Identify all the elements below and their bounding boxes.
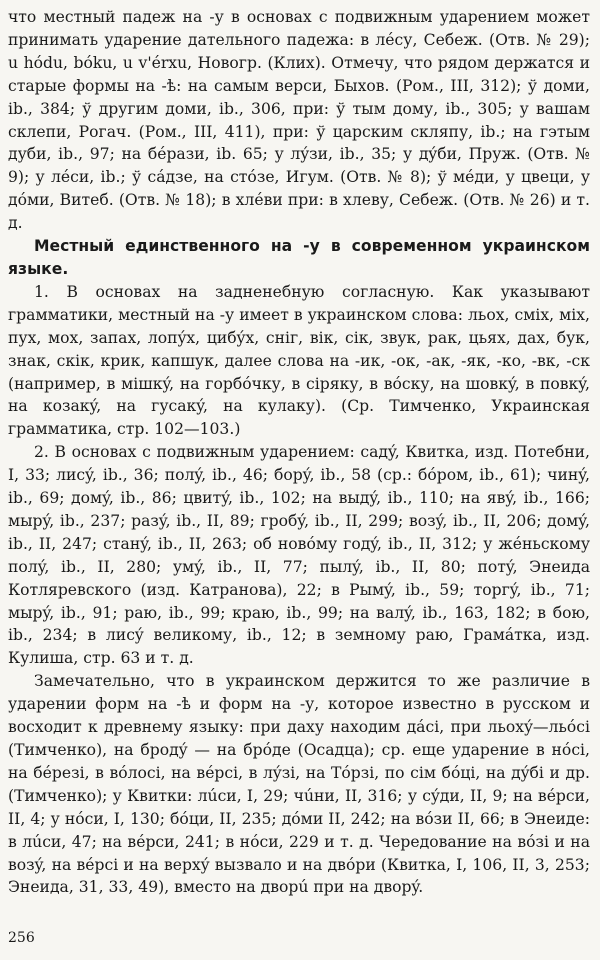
body-text [8, 6, 590, 899]
paragraph-remark: Замечательно, что в украинском держится то же различие в ударении форм на -ѣ и форм на -у, которое известно в русском и восходит к древнему языку: при даху находим дáсі, при льохý—льóсі (Тимченко), на бродý — на брóде (Осадца); ср. еще ударение в нóсі, на бéрезі, в вóлосі, на вéрсі, в лýзі, на Тóрзі, по сім бóці, на дýбі и др. (Тимченко); у Квитки: лúси, I, 29; чúни, II, 316; у сýди, II, 9; на вéрси, II, 4; у нóси, I, 130; бóци, II, 235; дóми II, 242; на вóзи II, 66; в Энеиде: в лúси, 47; на вéрси, 241; в нóси, 229 и т. д. Чередование на вóзі и на возý, на вéрсі и на верхý вызвало и на двóри (Квитка, I, 106, II, 3, 253; Энеида, 31, 33, 49), вместо на дворú при на дворý. [8, 672, 590, 897]
paragraph-point-1: 1. В основах на задненебную согласную. Как указывают грамматики, местный на -у имеет в украинском слова: льох, сміх, міх, пух, мох, запах, лопýх, цибýх, сніг, вік, сік, звук, рак, цьях, дах, бук, знак, скік, крик, капшук, далее слова на -ик, -ок, -ак, -як, -ко, -вк, -ск (например, в мішкý, на горбóчку, в сіряку, в вóску, на шовкý, в повкý, на козакý, на гусакý, на кулаку). (Ср. Тимченко, Украинская грамматика, стр. 102—103.) [8, 282, 590, 439]
section-heading: Местный единственного на -у в современном украинском языке. [8, 237, 590, 278]
paragraph-continuation: что местный падеж на -у в основах с подвижным ударением может принимать ударение дательного падежа: в лéсу, Себеж. (Отв. № 29); u hódu, bóku, u v'érxu, Новогр. (Клих). Отмечу, что рядом держатся и старые формы на -ѣ: на самым верси, Быхов. (Ром., III, 312); ў доми, ib., 384; ў другим доми, ib., 306, при: ў тым дому, ib., 305; у вашам склепи, Рогач. (Ром., III, 411), при: ў царским скляпу, ib.; на гэтым дуби, ib., 97; на бéрази, ib. 65; у лýзи, ib., 35; у дýби, Пруж. (Отв. № 9); у лéси, ib.; ў сáдзе, на стóзе, Игум. (Отв. № 8); ў мéди, у цвеци, у дóми, Витеб. (Отв. № 18); в хлéви при: в хлеву, Себеж. (Отв. № 26) и т. д. [8, 8, 590, 233]
page-number: 256 [8, 930, 35, 946]
paragraph-point-2: 2. В основах с подвижным ударением: садý, Квитка, изд. Потебни, I, 33; лисý, ib., 36; полý, ib., 46; борý, ib., 58 (ср.: бóром, ib., 61); чинý, ib., 69; домý, ib., 86; цвитý, ib., 102; на выдý, ib., 110; на явý, ib., 166; мырý, ib., 237; разý, ib., II, 89; гробý, ib., II, 299; возý, ib., II, 206; домý, ib., II, 247; станý, ib., II, 263; об новóму годý, ib., II, 312; у жéньскому полý, ib., II, 280; умý, ib., II, 77; пылý, ib., II, 80; потý, Энеида Котляревского (изд. Катранова), 22; в Рымý, ib., 59; торгý, ib., 71; мырý, ib., 91; раю, ib., 99; краю, ib., 99; на валý, ib., 163, 182; в бою, ib., 234; в лисý великому, ib., 12; в земному раю, Грамáтка, изд. Кулиша, стр. 63 и т. д. [8, 443, 590, 668]
